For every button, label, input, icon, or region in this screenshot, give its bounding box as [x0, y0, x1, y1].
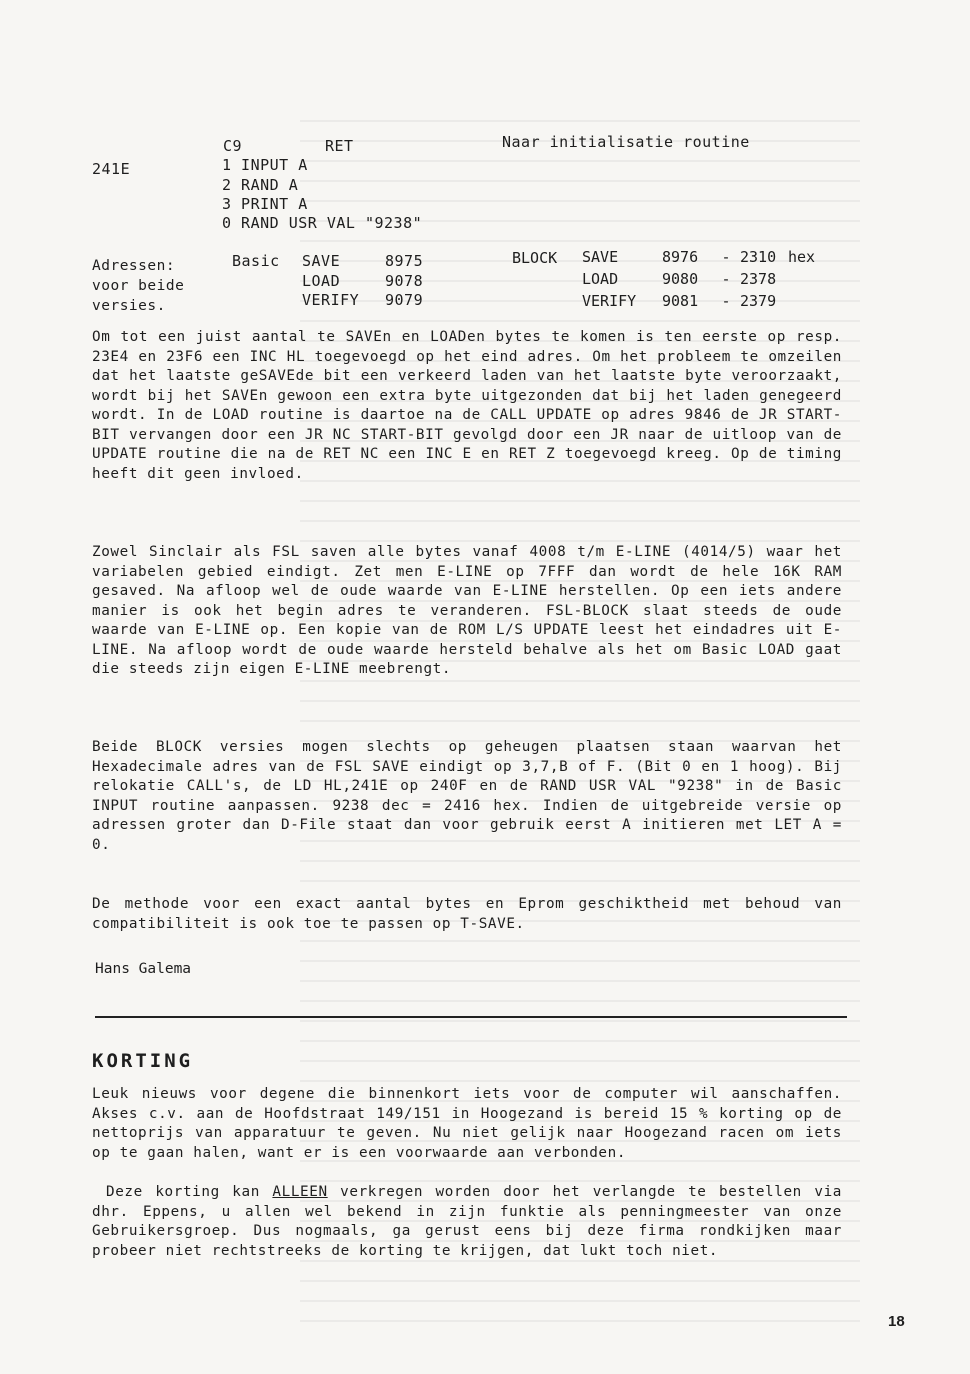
block-verify-name: VERIFY: [582, 292, 637, 310]
paragraph-e-line: Zowel Sinclair als FSL saven alle bytes vanaf 4008 t/m E-LINE (4014/5) waar het variabelen gebied eindigt. Zet men E-LINE op 7FFF dan wordt de hele 16K RAM gesaved. Na afloop wel de oude waarde van E-LINE herstellen. Op een iets andere manier is ook het begin adres te veranderen. FSL-BLOCK slaat steeds de oude waarde van E-LINE op. Een kopie van de ROM L/S UPDATE leest het eindadres uit E-LINE. Na afloop wordt de oude waarde hersteld behalve als het om Basic LOAD gaat die steeds zijn eigen E-LINE meebrengt.: [92, 544, 842, 677]
block-verify-dec: 9081: [662, 292, 699, 310]
korting-p2-emphasis: ALLEEN: [272, 1184, 328, 1200]
block-label: BLOCK: [512, 249, 558, 267]
block-verify-dash: -: [721, 292, 731, 310]
author-signature: Hans Galema: [95, 961, 192, 977]
basic-load-name: LOAD: [302, 272, 341, 290]
block-load-dash: -: [721, 270, 731, 288]
korting-heading: KORTING: [92, 1050, 194, 1072]
block-save-dash: -: [721, 248, 731, 266]
basic-save-value: 8975: [385, 252, 424, 270]
code-line-3: 3 PRINT A: [222, 195, 308, 213]
code-op-ret: RET: [325, 137, 354, 155]
block-row-verify: [582, 292, 815, 314]
code-line-1: 1 INPUT A: [222, 156, 308, 174]
korting-p2-end: verkregen worden door het verlangde te bestellen via dhr. Eppens, u allen wel bekend in zijn funktie als penningmeester van onze Gebruikersgroep. Dus nogmaals, ga gerust eens bij deze firma rondkijken maar probeer niet rechtstreeks de korting te krijgen, dat lukt toch niet.: [92, 1184, 842, 1259]
addresses-label: Adressen: voor beide versies.: [92, 258, 185, 314]
block-row-load: [582, 270, 815, 292]
paragraph-save-load: Om tot een juist aantal te SAVEn en LOADen bytes te komen is ten eerste op resp. 23E4 en 23F6 een INC HL toegevoegd op het eind adres. Om het probleem te omzeilen dat het laatste geSAVEde bit een verkeerd laden van het laatste byte veroorzaakt, wordt bij het SAVEn gewoon een extra byte uitgezonden dat bij het laden genegeerd wordt. In de LOAD routine is daartoe na de CALL UPDATE op adres 9846 de JR START-BIT vervangen door een JR NC START-BIT gevolgd door een JR naar de uitloop van de UPDATE routine die na de RET NC een INC E en RET Z toegevoegd kreeg. Op de timing heeft dit geen invloed.: [92, 329, 842, 482]
block-save-dec: 8976: [662, 248, 699, 266]
basic-save-name: SAVE: [302, 252, 341, 270]
code-address: 241E: [92, 160, 131, 178]
block-verify-unit: [788, 292, 815, 314]
block-save-hex: 2310: [740, 248, 777, 266]
code-mnemonic-ret: C9: [223, 137, 243, 155]
section-divider: [95, 1016, 847, 1018]
page-number: 18: [888, 1313, 905, 1330]
block-row-save: [582, 248, 815, 270]
korting-paragraph-1: Leuk nieuws voor degene die binnenkort iets voor de computer wil aanschaffen. Akses c.v. aan de Hoofdstraat 149/151 in Hoogezand is bereid 15 % korting op de nettoprijs van apparatuur te geven. Nu niet gelijk naar Hoogezand racen om iets op te gaan halen, want er is een voorwaarde aan verbonden.: [92, 1086, 842, 1161]
basic-load-value: 9078: [385, 272, 424, 290]
paragraph-methode: De methode voor een exact aantal bytes en Eprom geschiktheid met behoud van compatibiliteit is ook toe te passen op T-SAVE.: [92, 896, 842, 932]
code-line-4: 0 RAND USR VAL "9238": [222, 214, 423, 232]
code-line-2: 2 RAND A: [222, 176, 299, 194]
code-comment: Naar initialisatie routine: [502, 133, 750, 151]
block-load-name: LOAD: [582, 270, 619, 288]
korting-paragraph-2: [92, 1183, 842, 1261]
paragraph-block-versions: Beide BLOCK versies mogen slechts op geheugen plaatsen staan waarvan het Hexadecimale adres van de FSL SAVE eindigt op 3,7,B of F. (Bit 0 en 1 hoog). Bij relokatie CALL's, de LD HL,241E op 240F en de RAND USR VAL "9238" in de Basic INPUT routine aanpassen. 9238 dec = 2416 hex. Indien de uitgebreide versie op adressen groter dan D-File staat dan voor gebruik eerst A initieren met LET A = 0.: [92, 739, 842, 853]
basic-verify-name: VERIFY: [302, 291, 360, 309]
block-load-dec: 9080: [662, 270, 699, 288]
basic-verify-value: 9079: [385, 291, 424, 309]
basic-label: Basic: [232, 252, 280, 270]
korting-p2-start: Deze korting kan: [106, 1184, 273, 1200]
block-save-name: SAVE: [582, 248, 619, 266]
block-load-hex: 2378: [740, 270, 777, 288]
block-load-unit: [788, 270, 815, 292]
block-verify-hex: 2379: [740, 292, 777, 310]
block-address-table: [582, 248, 815, 314]
block-save-unit: hex: [788, 248, 816, 266]
